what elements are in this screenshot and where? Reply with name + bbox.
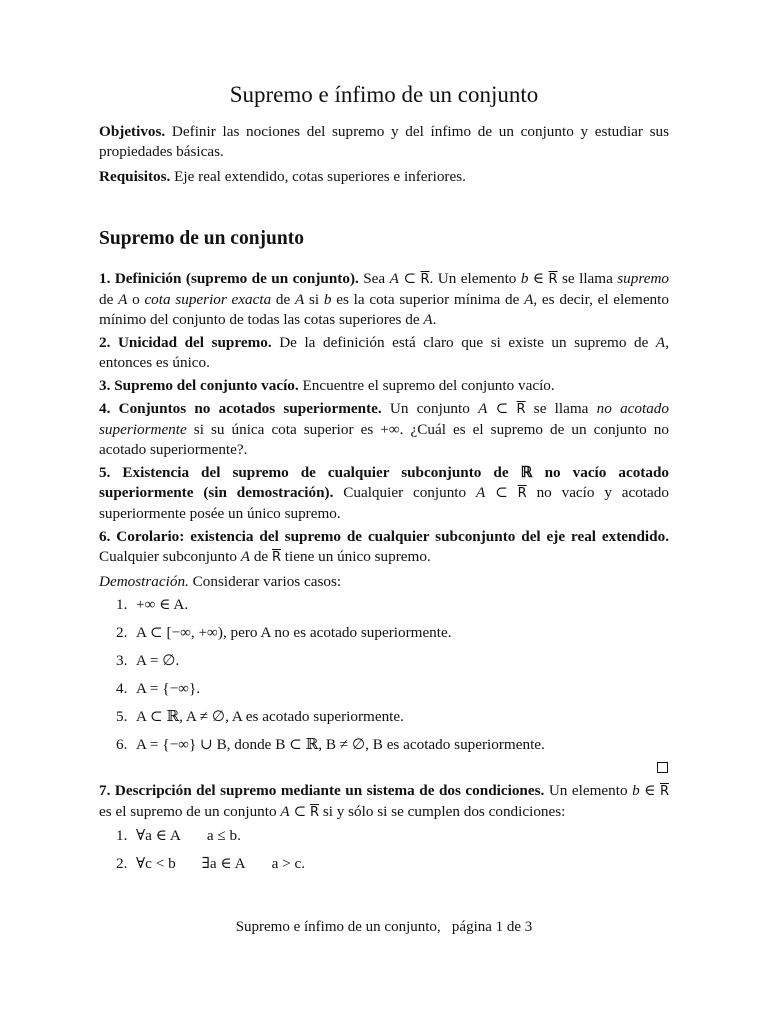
- proof-label: Demostración.: [99, 573, 189, 590]
- conditions-list: [99, 826, 669, 873]
- condition-item: 1. ∀a ∈ A a ≤ b.: [116, 827, 241, 844]
- item-6: 6. Corolario: existencia del supremo de cualquier subconjunto del eje real extendido. Cualquier subconjunto A de $\overline{R}$ tiene un único supremo.: [99, 528, 669, 565]
- item-1: 1. Definición (supremo de un conjunto). Sea A ⊂ $\overline{R}$. Un elemento b ∈ $\overline{R}$ se llama supremo de A o cota superior exacta de A si b es la cota superior mínima de A, es decir, el elemento mínimo del conjunto de todas las cotas superiores de A.: [99, 270, 670, 328]
- objetivos-text: Definir las nociones del supremo y del ínfimo de un conjunto y estudiar sus propiedades básicas.: [99, 123, 669, 160]
- extended-reals-symbol: $\overline{R}$: [420, 272, 430, 287]
- proof-case: 4. A = {−∞}.: [116, 680, 201, 697]
- item-4-label: 4. Conjuntos no acotados superiormente.: [99, 400, 382, 417]
- item-3-label: 3. Supremo del conjunto vacío.: [99, 377, 299, 394]
- document-page: [99, 0, 669, 1024]
- requisitos-paragraph: [99, 167, 669, 187]
- proof-cases-list: [99, 595, 669, 754]
- proof-case: 6. A = {−∞} ∪ B, donde B ⊂ ℝ, B ≠ ∅, B es acotado superiormente.: [116, 736, 545, 753]
- item-3: 3. Supremo del conjunto vacío. Encuentre el supremo del conjunto vacío.: [99, 377, 555, 394]
- page-footer: Supremo e ínfimo de un conjunto, página 1 de 3: [235, 919, 533, 935]
- document-title: Supremo e ínfimo de un conjunto: [229, 82, 539, 107]
- condition-item: 2. ∀c < b ∃a ∈ A a > c.: [116, 855, 306, 872]
- proof-case: 3. A = ∅.: [116, 652, 180, 669]
- item-5: 5. Existencia del supremo de cualquier subconjunto de ℝ no vacío acotado superiormente (sin demostración). Cualquier conjunto A ⊂ $\overline{R}$ no vacío y acotado superiormente posée un único supremo.: [99, 464, 669, 522]
- item-2-label: 2. Unicidad del supremo.: [99, 334, 272, 351]
- item-4: 4. Conjuntos no acotados superiormente. Un conjunto A ⊂ $\overline{R}$ se llama no acotado superiormente si su única cota superior es +∞. ¿Cuál es el supremo de un conjunto no acotado superiormente?.: [99, 400, 669, 458]
- item-7: 7. Descripción del supremo mediante un sistema de dos condiciones. Un elemento b ∈ $\overline{R}$ es el supremo de un conjunto A ⊂ $\overline{R}$ si y sólo si se cumplen dos condiciones:: [99, 782, 669, 820]
- proof-case: 1. +∞ ∈ A.: [116, 596, 189, 613]
- objetivos-paragraph: [99, 122, 669, 162]
- section-title: Supremo de un conjunto: [99, 228, 304, 249]
- proof-intro: Demostración. Considerar varios casos:: [99, 573, 342, 590]
- objetivos-label: Objetivos.: [99, 123, 166, 140]
- item-1-label: 1. Definición (supremo de un conjunto).: [99, 270, 359, 287]
- requisitos-text: Eje real extendido, cotas superiores e inferiores.: [170, 168, 466, 185]
- qed-square-icon: [99, 759, 669, 775]
- requisitos-label: Requisitos.: [99, 168, 171, 185]
- document-meta: [99, 122, 669, 192]
- item-7-label: 7. Descripción del supremo mediante un sistema de dos condiciones.: [99, 782, 545, 799]
- proof-case: 2. A ⊂ [−∞, +∞), pero A no es acotado superiormente.: [116, 624, 452, 641]
- proof-case: 5. A ⊂ ℝ, A ≠ ∅, A es acotado superiormente.: [116, 708, 404, 725]
- item-2: 2. Unicidad del supremo. De la definición está claro que si existe un supremo de A, entonces es único.: [99, 334, 669, 371]
- item-5-label: 5. Existencia del supremo de cualquier subconjunto de ℝ no vacío acotado superiormente (sin demostración).: [99, 464, 669, 501]
- item-6-label: 6. Corolario: existencia del supremo de cualquier subconjunto del eje real extendido.: [99, 528, 669, 545]
- section-content: [99, 269, 669, 882]
